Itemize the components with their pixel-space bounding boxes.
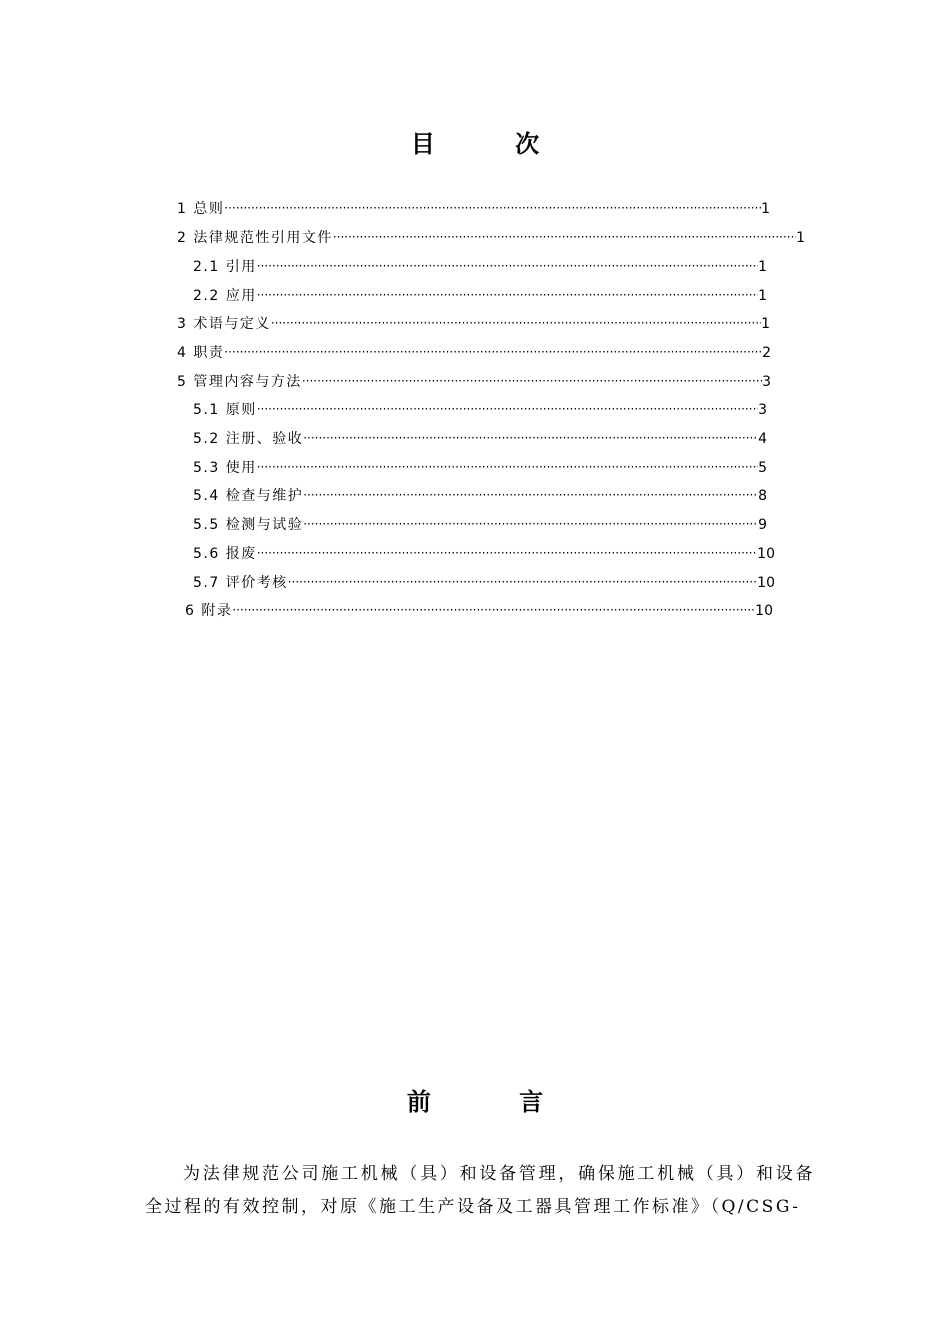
toc-leader-dots: [257, 256, 758, 276]
toc-title: 目 次: [410, 130, 576, 158]
toc-item[interactable]: [193, 400, 767, 420]
toc-item-page: 1: [758, 259, 767, 275]
toc-item-page: 1: [761, 201, 770, 217]
toc-item[interactable]: [193, 257, 767, 277]
toc-leader-dots: [302, 371, 762, 391]
toc-leader-dots: [257, 457, 758, 477]
preface-paragraph: 为法律规范公司施工机械（具）和设备管理，确保施工机械（具）和设备全过程的有效控制，对原《施工生产设备及工器具管理工作标准》（Q/CSG-: [145, 1164, 815, 1217]
toc-item-page: 5: [758, 460, 767, 476]
toc-leader-dots: [257, 285, 758, 305]
toc-item-label: 5.3 使用: [193, 460, 257, 476]
toc-item-label: 5.6 报废: [193, 546, 257, 562]
toc-item[interactable]: [193, 286, 767, 306]
toc-item-label: 5.5 检测与试验: [193, 517, 304, 533]
toc-item-page: 1: [758, 288, 767, 304]
toc-leader-dots: [257, 399, 758, 419]
toc-item-label: 4 职责: [177, 345, 225, 361]
toc-item-page: 1: [761, 316, 770, 332]
toc-leader-dots: [333, 227, 796, 247]
toc-item-page: 3: [758, 402, 767, 418]
toc-item[interactable]: [177, 343, 771, 363]
toc-item-page: 8: [758, 488, 767, 504]
toc-leader-dots: [271, 313, 761, 333]
toc-leader-dots: [288, 572, 757, 592]
toc-item-page: 10: [757, 546, 775, 562]
toc-item[interactable]: [193, 573, 775, 593]
toc-leader-dots: [303, 514, 758, 534]
toc-item[interactable]: [177, 228, 805, 248]
toc-item-page: 9: [758, 517, 767, 533]
toc-item[interactable]: [177, 199, 770, 219]
toc-item-label: 5.2 注册、验收: [193, 431, 304, 447]
toc-item[interactable]: [193, 458, 767, 478]
toc-leader-dots: [257, 543, 757, 563]
toc-item-label: 2 法律规范性引用文件: [177, 230, 333, 246]
toc-item-page: 4: [758, 431, 767, 447]
toc-item-page: 2: [762, 345, 771, 361]
toc-leader-dots: [303, 485, 758, 505]
toc-leader-dots: [232, 600, 755, 620]
toc-item-label: 5.1 原则: [193, 402, 257, 418]
toc-item[interactable]: [193, 544, 775, 564]
toc-item-page: 10: [757, 575, 775, 591]
toc-item[interactable]: [185, 601, 773, 621]
toc-item[interactable]: [193, 486, 767, 506]
toc-item-label: 2.1 引用: [193, 259, 257, 275]
toc-leader-dots: [224, 342, 762, 362]
toc-item-label: 5 管理内容与方法: [177, 374, 302, 390]
toc-item-page: 1: [796, 230, 805, 246]
toc-item[interactable]: [177, 314, 770, 334]
toc-leader-dots: [224, 198, 761, 218]
toc-item-label: 1 总则: [177, 201, 225, 217]
toc-item[interactable]: [193, 515, 767, 535]
toc-leader-dots: [303, 428, 758, 448]
preface-title: 前 言: [406, 1088, 584, 1116]
toc-item-label: 5.7 评价考核: [193, 575, 288, 591]
toc-item-label: 2.2 应用: [193, 288, 257, 304]
toc-item-label: 3 术语与定义: [177, 316, 271, 332]
toc-item-page: 3: [762, 374, 771, 390]
toc-item[interactable]: [177, 372, 771, 392]
toc-item-label: 6 附录: [185, 603, 233, 619]
toc-item-label: 5.4 检查与维护: [193, 488, 304, 504]
toc-item[interactable]: [193, 429, 767, 449]
toc-item-page: 10: [755, 603, 773, 619]
